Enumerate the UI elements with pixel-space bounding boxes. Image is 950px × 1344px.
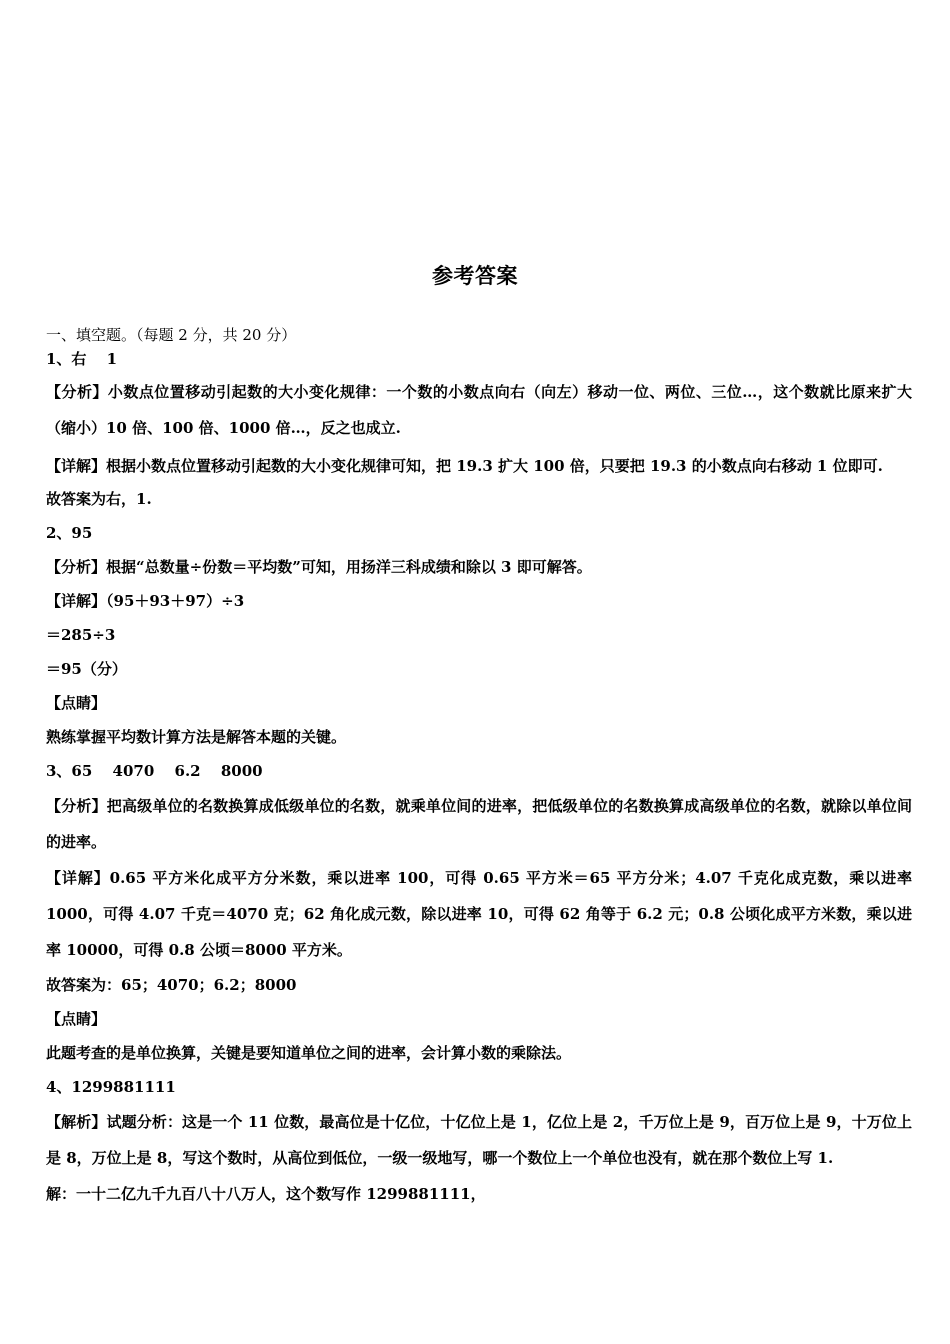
question-2-detail: 【详解】（95＋93＋97）÷3 — [46, 592, 245, 610]
question-3-conclusion: 故答案为：65；4070；6.2；8000 — [46, 976, 297, 994]
question-3-answer: 3、65 4070 6.2 8000 — [46, 762, 263, 780]
section-heading: 一、填空题。（每题 2 分，共 20 分） — [46, 326, 297, 344]
question-3-detail: 【详解】0.65 平方米化成平方分米数，乘以进率 100，可得 0.65 平方米＝65 平方分米；4.07 千克化成克数，乘以进率 1000，可得 4.07 千克＝4070 克；62 角化成元数，除以进率 10，可得 62 角等于 6.2 元；0.8 公顷化成平方米数，乘以进率 10000，可得 0.8 公顷＝8000 平方米。 — [46, 869, 912, 959]
question-3-point-label: 【点睛】 — [46, 1010, 107, 1028]
question-1-answer: 1、右 1 — [46, 350, 118, 368]
question-2-answer: 2、95 — [46, 524, 93, 542]
question-2-analysis: 【分析】根据“总数量÷份数＝平均数”可知，用扬洋三科成绩和除以 3 即可解答。 — [46, 558, 592, 576]
question-2-step-2: ＝95（分） — [46, 660, 127, 678]
question-3-point-text: 此题考查的是单位换算，关键是要知道单位之间的进率，会计算小数的乘除法。 — [46, 1044, 572, 1062]
question-4-answer: 4、1299881111 — [46, 1078, 176, 1096]
question-2-step-1: ＝285÷3 — [46, 626, 116, 644]
question-1-analysis: 【分析】小数点位置移动引起数的大小变化规律：一个数的小数点向右（向左）移动一位、两位、三位…，这个数就比原来扩大（缩小）10 倍、100 倍、1000 倍…，反之也成立. — [46, 383, 912, 437]
question-2-point-text: 熟练掌握平均数计算方法是解答本题的关键。 — [46, 728, 347, 746]
question-2-point-label: 【点睛】 — [46, 694, 107, 712]
question-1-conclusion: 故答案为右，1. — [46, 490, 152, 508]
question-2 — [46, 516, 912, 754]
answer-content — [46, 323, 912, 1212]
question-3 — [46, 754, 912, 1070]
question-3-analysis: 【分析】把高级单位的名数换算成低级单位的名数，就乘单位间的进率，把低级单位的名数换算成高级单位的名数，就除以单位间的进率。 — [46, 797, 912, 851]
question-1-detail: 【详解】根据小数点位置移动引起数的大小变化规律可知，把 19.3 扩大 100 倍，只要把 19.3 的小数点向右移动 1 位即可. — [46, 457, 883, 475]
page-title: 参考答案 — [432, 264, 518, 288]
question-4 — [46, 1070, 912, 1212]
question-4-solution: 解：一十二亿九千九百八十八万人，这个数写作 1299881111， — [46, 1185, 486, 1203]
question-1 — [46, 347, 912, 516]
question-4-analysis: 【解析】试题分析：这是一个 11 位数，最高位是十亿位，十亿位上是 1，亿位上是 2，千万位上是 9，百万位上是 9，十万位上是 8，万位上是 8，写这个数时，从高位到低位，一级一级地写，哪一个数位上一个单位也没有，就在那个数位上写 1. — [46, 1113, 912, 1167]
